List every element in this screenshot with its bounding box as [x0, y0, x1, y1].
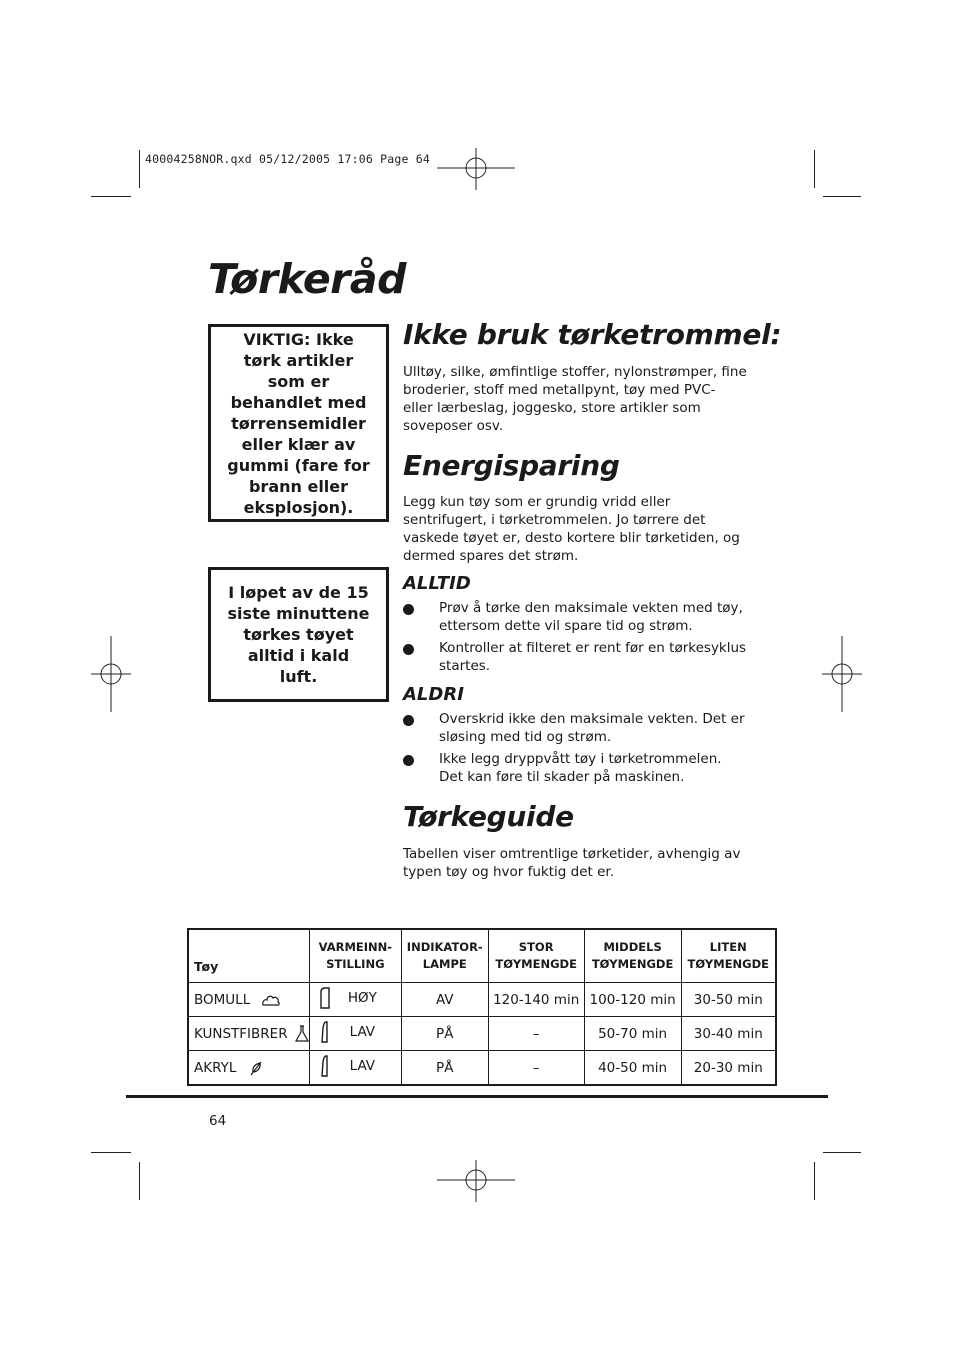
guide-heading: Tørkeguide [403, 800, 574, 833]
guide-text: Tabellen viser omtrentlige tørketider, avhengig av typen tøy og hvor fuktig det er. [403, 846, 741, 880]
bullet-icon [403, 755, 414, 766]
table-row [188, 1017, 776, 1051]
warning-box [208, 324, 389, 522]
large-load-cell: 120-140 min [488, 983, 584, 1017]
list-item [403, 750, 748, 786]
small-load-cell: 30-50 min [681, 983, 776, 1017]
lamp-cell: PÅ [401, 1017, 488, 1051]
crop-mark [823, 1152, 861, 1153]
heat-high-icon [318, 986, 332, 1010]
heat-cell: LAV [309, 1051, 401, 1086]
heat-cell: LAV [309, 1017, 401, 1051]
fabric-cell: AKRYL [188, 1051, 309, 1086]
crop-mark [91, 1152, 131, 1153]
column-header: INDIKATOR- LAMPE [401, 929, 488, 983]
small-load-cell: 20-30 min [681, 1051, 776, 1086]
large-load-cell: – [488, 1017, 584, 1051]
crop-mark [91, 196, 131, 197]
bullet-icon [403, 644, 414, 655]
medium-load-cell: 100-120 min [584, 983, 681, 1017]
column-header: STOR TØYMENGDE [488, 929, 584, 983]
heat-cell: HØY [309, 983, 401, 1017]
fabric-cell: KUNSTFIBRER [188, 1017, 309, 1051]
column-header: MIDDELS TØYMENGDE [584, 929, 681, 983]
registration-mark-icon [437, 148, 517, 190]
table-row [188, 1051, 776, 1086]
table-row [188, 983, 776, 1017]
fabric-cell: BOMULL [188, 983, 309, 1017]
column-header: VARMEINN- STILLING [309, 929, 401, 983]
list-item-text: Ikke legg dryppvått tøy i tørketrommelen. Det kan føre til skader på maskinen. [439, 751, 722, 785]
acrylic-leaf-icon [249, 1060, 263, 1076]
small-load-cell: 30-40 min [681, 1017, 776, 1051]
crop-mark [139, 1162, 140, 1200]
page-number: 64 [209, 1113, 227, 1129]
registration-mark-icon [91, 636, 131, 712]
medium-load-cell: 50-70 min [584, 1017, 681, 1051]
dont-use-heading: Ikke bruk tørketrommel: [403, 318, 782, 351]
info-text: I løpet av de 15 siste minuttene tørkes tøyet alltid i kald luft. [227, 583, 370, 686]
energy-heading: Energisparing [403, 449, 620, 482]
large-load-cell: – [488, 1051, 584, 1086]
dont-use-text: Ulltøy, silke, ømfintlige stoffer, nylonstrømper, fine broderier, stoff med metallpynt, tøy med PVC- eller lærbeslag, joggesko, store artikler som soveposer osv. [403, 364, 747, 434]
list-item-text: Kontroller at filteret er rent før en tørkesyklus startes. [439, 640, 747, 674]
energy-text: Legg kun tøy som er grundig vridd eller sentrifugert, i tørketrommelen. Jo tørrere det vaskede tøyet er, desto kortere blir tørketiden, og dermed spares det strøm. [403, 494, 740, 564]
never-heading: ALDRI [403, 684, 464, 705]
page-title: Tørkeråd [208, 255, 406, 303]
info-box [208, 567, 389, 702]
crop-mark [823, 196, 861, 197]
list-item-text: Overskrid ikke den maksimale vekten. Det er sløsing med tid og strøm. [439, 711, 745, 745]
crop-mark [814, 1162, 815, 1200]
column-header: Tøy [188, 929, 309, 983]
registration-mark-icon [437, 1160, 517, 1202]
drying-guide-table [187, 928, 777, 1086]
lamp-cell: PÅ [401, 1051, 488, 1086]
list-item-text: Prøv å tørke den maksimale vekten med tøy, ettersom dette vil spare tid og strøm. [439, 600, 743, 634]
medium-load-cell: 40-50 min [584, 1051, 681, 1086]
table-header-row [188, 929, 776, 983]
print-header: 40004258NOR.qxd 05/12/2005 17:06 Page 64 [145, 152, 430, 166]
list-item [403, 639, 748, 675]
footer-rule [126, 1095, 828, 1098]
column-header: LITEN TØYMENGDE [681, 929, 776, 983]
cotton-icon [261, 992, 281, 1008]
bullet-icon [403, 604, 414, 615]
lamp-cell: AV [401, 983, 488, 1017]
heat-low-icon [318, 1054, 332, 1078]
crop-mark [139, 150, 140, 188]
always-heading: ALLTID [403, 573, 471, 594]
list-item [403, 710, 748, 746]
list-item [403, 599, 748, 635]
crop-mark [814, 150, 815, 188]
heat-low-icon [318, 1020, 332, 1044]
warning-text: VIKTIG: Ikke tørk artikler som er behandlet med tørrensemidler eller klær av gummi (fare for brann eller eksplosjon). [227, 329, 370, 517]
synthetic-flask-icon [295, 1025, 309, 1043]
bullet-icon [403, 715, 414, 726]
registration-mark-icon [822, 636, 862, 712]
